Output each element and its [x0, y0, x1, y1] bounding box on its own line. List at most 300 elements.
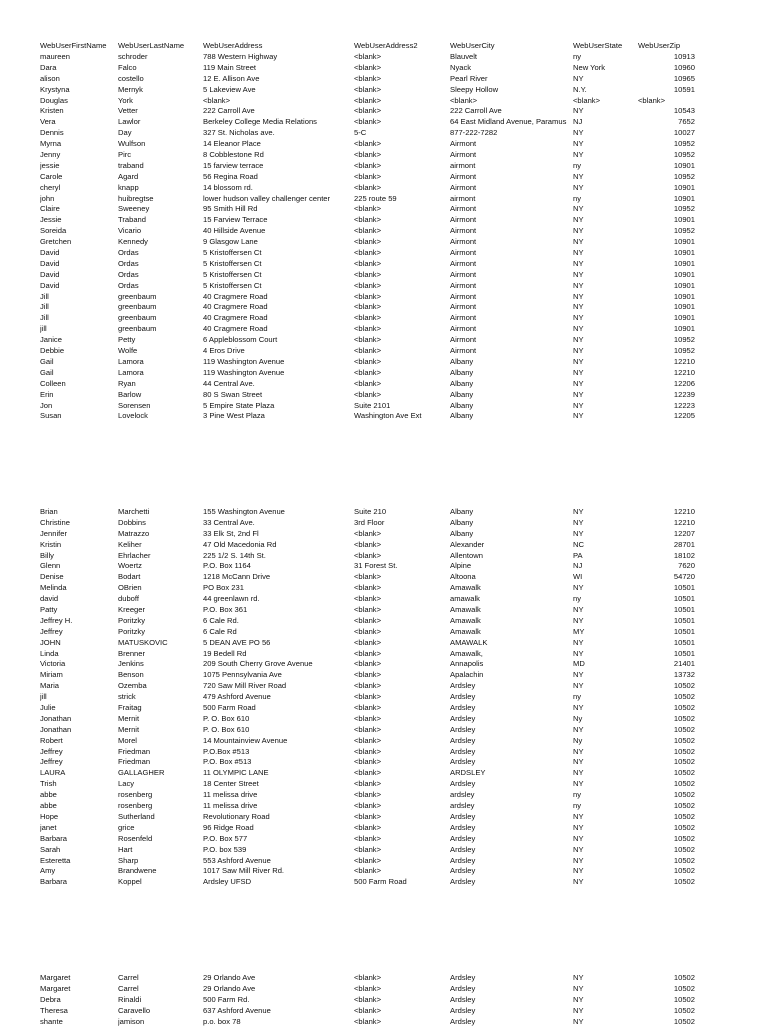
- table-row: [0, 150, 768, 161]
- zip-cell: 10502: [673, 994, 695, 1004]
- table-row: [0, 401, 768, 412]
- city-cell: AMAWALK: [450, 637, 488, 647]
- state-cell: NY: [573, 335, 584, 345]
- zip-cell: 10502: [673, 757, 695, 767]
- first-name-cell: cheryl: [40, 182, 61, 192]
- records-section-2: [0, 507, 768, 888]
- address2-cell: <blank>: [354, 62, 382, 72]
- table-row: [0, 292, 768, 303]
- first-name-cell: LAURA: [40, 768, 66, 778]
- zip-cell: 10960: [673, 62, 695, 72]
- last-name-cell: Woertz: [118, 561, 142, 571]
- last-name-cell: Sharp: [118, 855, 139, 865]
- address2-cell: 5-C: [354, 128, 367, 138]
- first-name-cell: Erin: [40, 389, 54, 399]
- last-name-cell: Wulfson: [118, 139, 146, 149]
- zip-cell: 10952: [673, 139, 695, 149]
- table-row: [0, 172, 768, 183]
- first-name-cell: Gretchen: [40, 237, 72, 247]
- last-name-cell: Ryan: [118, 378, 136, 388]
- address2-cell: <blank>: [354, 973, 382, 982]
- address-cell: 5 Empire State Plaza: [203, 400, 275, 410]
- state-cell: NY: [573, 302, 584, 312]
- first-name-cell: Linda: [40, 648, 59, 658]
- state-cell: ny: [573, 790, 582, 800]
- address-cell: 40 Cragmere Road: [203, 291, 268, 301]
- address2-cell: <blank>: [354, 1005, 382, 1015]
- last-name-cell: Petty: [118, 335, 136, 345]
- city-cell: Airmont: [450, 258, 477, 268]
- last-name-cell: Fraitag: [118, 703, 142, 713]
- address2-cell: <blank>: [354, 171, 382, 181]
- address2-cell: <blank>: [354, 52, 382, 61]
- zip-cell: 10501: [673, 605, 695, 615]
- zip-cell: 10501: [673, 648, 695, 658]
- city-cell: Ardsley: [450, 746, 476, 756]
- address2-cell: <blank>: [354, 844, 382, 854]
- last-name-cell: Barlow: [118, 389, 142, 399]
- city-cell: Airmont: [450, 182, 477, 192]
- state-cell: NY: [573, 400, 584, 410]
- zip-cell: 10502: [673, 801, 695, 811]
- address2-cell: <blank>: [354, 866, 382, 876]
- state-cell: NY: [573, 389, 584, 399]
- zip-cell: 10501: [673, 583, 695, 593]
- zip-cell: 54720: [673, 572, 695, 582]
- address2-cell: <blank>: [354, 801, 382, 811]
- last-name-cell: Friedman: [118, 757, 151, 767]
- zip-cell: 10502: [673, 724, 695, 734]
- zip-cell: 10502: [673, 983, 695, 993]
- city-cell: Amawalk: [450, 615, 481, 625]
- first-name-cell: Maria: [40, 681, 59, 691]
- address-cell: 40 Cragmere Road: [203, 302, 268, 312]
- state-cell: NY: [573, 215, 584, 225]
- state-cell: NY: [573, 681, 584, 691]
- state-cell: NY: [573, 670, 584, 680]
- zip-cell: 10501: [673, 626, 695, 636]
- state-cell: NY: [573, 983, 584, 993]
- first-name-cell: Jill: [40, 302, 49, 312]
- address-cell: 5 DEAN AVE PO 56: [203, 637, 271, 647]
- zip-cell: 10952: [673, 335, 695, 345]
- zip-cell: 10502: [673, 713, 695, 723]
- state-cell: NY: [573, 313, 584, 323]
- address-cell: PO Box 231: [203, 583, 244, 593]
- city-cell: Ardsley: [450, 1016, 476, 1026]
- header-block: [0, 41, 768, 52]
- table-row: [0, 714, 768, 725]
- first-name-cell: Susan: [40, 411, 62, 421]
- zip-cell: 10901: [673, 193, 695, 203]
- zip-cell: 10901: [673, 182, 695, 192]
- state-cell: NY: [573, 248, 584, 258]
- last-name-cell: greenbaum: [118, 302, 157, 312]
- table-row: [0, 117, 768, 128]
- first-name-cell: Soreida: [40, 226, 67, 236]
- address2-cell: <blank>: [354, 692, 382, 702]
- first-name-cell: janet: [40, 822, 57, 832]
- state-cell: ny: [573, 594, 582, 604]
- address2-cell: 500 Farm Road: [354, 877, 407, 887]
- table-row: [0, 507, 768, 518]
- city-cell: Albany: [450, 356, 474, 366]
- first-name-cell: Miriam: [40, 670, 63, 680]
- last-name-cell: schroder: [118, 52, 148, 61]
- first-name-cell: Glenn: [40, 561, 61, 571]
- first-name-cell: David: [40, 258, 60, 268]
- state-cell: NY: [573, 1016, 584, 1026]
- state-cell: ny: [573, 160, 582, 170]
- address2-cell: <blank>: [354, 73, 382, 83]
- first-name-cell: abbe: [40, 790, 57, 800]
- state-cell: New York: [573, 62, 606, 72]
- city-cell: Ardsley: [450, 822, 476, 832]
- address-cell: Berkeley College Media Relations: [203, 117, 317, 127]
- zip-cell: 13732: [673, 670, 695, 680]
- address-cell: 14 Mountainview Avenue: [203, 735, 288, 745]
- address2-cell: <blank>: [354, 833, 382, 843]
- table-row: [0, 856, 768, 867]
- first-name-cell: Margaret: [40, 983, 71, 993]
- address-cell: 47 Old Macedonia Rd: [203, 539, 277, 549]
- address-cell: 6 Appleblossom Court: [203, 335, 278, 345]
- address-cell: 5 Kristoffersen Ct: [203, 248, 262, 258]
- address-cell: P.O. Box 577: [203, 833, 248, 843]
- address2-cell: <blank>: [354, 648, 382, 658]
- state-cell: NY: [573, 583, 584, 593]
- state-cell: NY: [573, 811, 584, 821]
- table-row: [0, 877, 768, 888]
- city-cell: Ardsley: [450, 713, 476, 723]
- zip-cell: 12207: [673, 528, 695, 538]
- city-cell: Ardsley: [450, 877, 476, 887]
- last-name-cell: rosenberg: [118, 801, 153, 811]
- state-cell: NY: [573, 367, 584, 377]
- first-name-cell: Margaret: [40, 973, 71, 982]
- address-cell: 209 South Cherry Grove Avenue: [203, 659, 313, 669]
- state-cell: NY: [573, 356, 584, 366]
- state-cell: ny: [573, 801, 582, 811]
- zip-cell: 10502: [673, 973, 695, 982]
- last-name-cell: Rosenfeld: [118, 833, 153, 843]
- state-cell: NY: [573, 237, 584, 247]
- city-cell: <blank>: [450, 95, 478, 105]
- last-name-cell: Carrel: [118, 973, 139, 982]
- zip-cell: 10901: [673, 313, 695, 323]
- zip-cell: 10501: [673, 594, 695, 604]
- table-row: [0, 248, 768, 259]
- address2-cell: <blank>: [354, 389, 382, 399]
- address2-cell: <blank>: [354, 139, 382, 149]
- zip-cell: 12239: [673, 389, 695, 399]
- last-name-cell: Ordas: [118, 258, 139, 268]
- state-cell: NJ: [573, 117, 583, 127]
- first-name-cell: Brian: [40, 507, 58, 516]
- address2-cell: <blank>: [354, 594, 382, 604]
- address-cell: 29 Orlando Ave: [203, 983, 256, 993]
- first-name-cell: Amy: [40, 866, 56, 876]
- table-row: [0, 757, 768, 768]
- last-name-cell: Sutherland: [118, 811, 155, 821]
- address-cell: P.O. Box #513: [203, 757, 252, 767]
- table-row: [0, 194, 768, 205]
- table-row: [0, 638, 768, 649]
- first-name-cell: Kristin: [40, 539, 62, 549]
- address2-cell: <blank>: [354, 659, 382, 669]
- zip-cell: 10502: [673, 790, 695, 800]
- last-name-cell: OBrien: [118, 583, 142, 593]
- table-row: [0, 627, 768, 638]
- state-cell: NY: [573, 226, 584, 236]
- last-name-cell: Ordas: [118, 248, 139, 258]
- address-cell: 12 E. Allison Ave: [203, 73, 260, 83]
- address2-cell: <blank>: [354, 779, 382, 789]
- address-cell: 96 Ridge Road: [203, 822, 254, 832]
- address-cell: 155 Washington Avenue: [203, 507, 285, 516]
- city-cell: Airmont: [450, 280, 477, 290]
- zip-cell: 10502: [673, 779, 695, 789]
- address2-cell: <blank>: [354, 313, 382, 323]
- first-name-cell: jill: [40, 324, 47, 334]
- address-cell: 40 Hillside Avenue: [203, 226, 266, 236]
- last-name-cell: Rinaldi: [118, 994, 142, 1004]
- first-name-cell: Jenny: [40, 150, 61, 160]
- address2-cell: <blank>: [354, 356, 382, 366]
- state-cell: NY: [573, 605, 584, 615]
- address-cell: 14 blossom rd.: [203, 182, 253, 192]
- state-cell: NY: [573, 139, 584, 149]
- state-cell: PA: [573, 550, 583, 560]
- state-cell: NY: [573, 994, 584, 1004]
- city-cell: Airmont: [450, 150, 477, 160]
- last-name-cell: Lamora: [118, 356, 144, 366]
- first-name-cell: Billy: [40, 550, 54, 560]
- address-cell: 8 Cobblestone Rd: [203, 150, 264, 160]
- state-cell: NY: [573, 648, 584, 658]
- address2-cell: <blank>: [354, 724, 382, 734]
- state-cell: NY: [573, 703, 584, 713]
- address-cell: 1218 McCann Drive: [203, 572, 271, 582]
- last-name-cell: Dobbins: [118, 517, 146, 527]
- city-cell: Amawalk: [450, 626, 481, 636]
- address-cell: 1017 Saw Mill River Rd.: [203, 866, 285, 876]
- address-cell: Ardsley UFSD: [203, 877, 252, 887]
- last-name-cell: Hart: [118, 844, 133, 854]
- first-name-cell: Jessie: [40, 215, 62, 225]
- last-name-cell: strick: [118, 692, 136, 702]
- state-cell: NY: [573, 615, 584, 625]
- address2-cell: <blank>: [354, 583, 382, 593]
- state-cell: NY: [573, 346, 584, 356]
- zip-cell: 10502: [673, 703, 695, 713]
- last-name-cell: Ehrlacher: [118, 550, 151, 560]
- address2-cell: <blank>: [354, 335, 382, 345]
- last-name-cell: Jenkins: [118, 659, 144, 669]
- address2-cell: <blank>: [354, 237, 382, 247]
- state-cell: NY: [573, 378, 584, 388]
- address2-cell: <blank>: [354, 539, 382, 549]
- address2-cell: <blank>: [354, 269, 382, 279]
- address-cell: 11 OLYMPIC LANE: [203, 768, 269, 778]
- zip-cell: 10502: [673, 811, 695, 821]
- city-cell: Amawalk: [450, 583, 481, 593]
- zip-cell: 10901: [673, 302, 695, 312]
- table-row: [0, 736, 768, 747]
- last-name-cell: Sweeney: [118, 204, 150, 214]
- zip-cell: 10952: [673, 171, 695, 181]
- state-cell: NY: [573, 779, 584, 789]
- table-row: [0, 335, 768, 346]
- address2-cell: 3rd Floor: [354, 517, 385, 527]
- first-name-cell: David: [40, 248, 60, 258]
- last-name-cell: greenbaum: [118, 324, 157, 334]
- state-cell: NY: [573, 411, 584, 421]
- city-cell: Airmont: [450, 139, 477, 149]
- address-cell: 15 farview terrace: [203, 160, 264, 170]
- table-row: [0, 681, 768, 692]
- city-cell: ardsley: [450, 801, 475, 811]
- address-cell: 5 Kristoffersen Ct: [203, 280, 262, 290]
- city-cell: Nyack: [450, 62, 472, 72]
- zip-cell: 10501: [673, 637, 695, 647]
- zip-cell: 10901: [673, 258, 695, 268]
- first-name-cell: Theresa: [40, 1005, 68, 1015]
- city-cell: Albany: [450, 400, 474, 410]
- last-name-cell: Brandwene: [118, 866, 157, 876]
- city-cell: Alexander: [450, 539, 485, 549]
- first-name-cell: Krystyna: [40, 84, 70, 94]
- zip-cell: 12223: [673, 400, 695, 410]
- address-cell: 14 Eleanor Place: [203, 139, 261, 149]
- city-cell: Airmont: [450, 204, 477, 214]
- state-cell: N.Y.: [573, 84, 587, 94]
- state-cell: NY: [573, 528, 584, 538]
- table-row: [0, 540, 768, 551]
- first-name-cell: Jennifer: [40, 528, 68, 538]
- first-name-cell: maureen: [40, 52, 70, 61]
- table-row: [0, 96, 768, 107]
- table-row: [0, 605, 768, 616]
- last-name-cell: duboff: [118, 594, 139, 604]
- table-row: [0, 63, 768, 74]
- table-row: [0, 551, 768, 562]
- address-cell: P.O. Box 1164: [203, 561, 251, 571]
- state-cell: MD: [573, 659, 585, 669]
- city-cell: Albany: [450, 411, 474, 421]
- table-row: [0, 779, 768, 790]
- first-name-cell: Kristen: [40, 106, 64, 116]
- address2-cell: <blank>: [354, 983, 382, 993]
- state-cell: NY: [573, 1005, 584, 1015]
- zip-cell: 10543: [673, 106, 695, 116]
- zip-cell: 10502: [673, 692, 695, 702]
- address2-cell: <blank>: [354, 605, 382, 615]
- address2-cell: <blank>: [354, 681, 382, 691]
- address2-cell: <blank>: [354, 637, 382, 647]
- address2-cell: <blank>: [354, 226, 382, 236]
- table-row: [0, 346, 768, 357]
- first-name-cell: david: [40, 594, 59, 604]
- table-row: [0, 379, 768, 390]
- city-cell: Ardsley: [450, 833, 476, 843]
- table-row: [0, 845, 768, 856]
- address2-cell: <blank>: [354, 248, 382, 258]
- city-cell: 64 East Midland Avenue, Paramus: [450, 117, 567, 127]
- city-cell: Ardsley: [450, 973, 476, 982]
- address-cell: 553 Ashford Avenue: [203, 855, 271, 865]
- address-cell: 788 Western Highway: [203, 52, 278, 61]
- table-row: [0, 812, 768, 823]
- address-cell: 15 Farview Terrace: [203, 215, 268, 225]
- state-cell: ny: [573, 692, 582, 702]
- last-name-cell: Benson: [118, 670, 144, 680]
- table-row: [0, 616, 768, 627]
- city-cell: Airmont: [450, 291, 477, 301]
- address-cell: P.O. box 539: [203, 844, 247, 854]
- table-row: [0, 659, 768, 670]
- address-cell: 29 Orlando Ave: [203, 973, 256, 982]
- address-cell: 500 Farm Rd.: [203, 994, 250, 1004]
- city-cell: Ardsley: [450, 779, 476, 789]
- address2-cell: <blank>: [354, 106, 382, 116]
- first-name-cell: Trish: [40, 779, 57, 789]
- first-name-cell: Dennis: [40, 128, 64, 138]
- city-cell: Ardsley: [450, 703, 476, 713]
- first-name-cell: Jonathan: [40, 724, 72, 734]
- city-cell: Annapolis: [450, 659, 484, 669]
- address-cell: 95 Smith Hill Rd: [203, 204, 258, 214]
- zip-cell: 10901: [673, 215, 695, 225]
- city-cell: Altoona: [450, 572, 476, 582]
- address2-cell: <blank>: [354, 84, 382, 94]
- first-name-cell: Jonathan: [40, 713, 72, 723]
- state-cell: NY: [573, 258, 584, 268]
- address2-cell: <blank>: [354, 528, 382, 538]
- last-name-cell: Traband: [118, 215, 147, 225]
- zip-cell: 7620: [678, 561, 695, 571]
- address2-cell: <blank>: [354, 615, 382, 625]
- first-name-cell: Victoria: [40, 659, 66, 669]
- address-cell: 4 Eros Drive: [203, 346, 245, 356]
- zip-cell: 10502: [673, 833, 695, 843]
- last-name-cell: traband: [118, 160, 144, 170]
- address-cell: 500 Farm Road: [203, 703, 256, 713]
- city-cell: Ardsley: [450, 994, 476, 1004]
- state-cell: NY: [573, 106, 584, 116]
- address-cell: 44 greenlawn rd.: [203, 594, 260, 604]
- address-cell: 225 1/2 S. 14th St.: [203, 550, 266, 560]
- state-cell: NY: [573, 757, 584, 767]
- zip-cell: 10502: [673, 822, 695, 832]
- table-row: [0, 215, 768, 226]
- state-cell: NY: [573, 866, 584, 876]
- table-row: [0, 1006, 768, 1017]
- last-name-cell: Vetter: [118, 106, 138, 116]
- address2-cell: <blank>: [354, 670, 382, 680]
- table-row: [0, 226, 768, 237]
- address-cell: p.o. box 78: [203, 1016, 241, 1026]
- table-row: [0, 281, 768, 292]
- city-cell: ARDSLEY: [450, 768, 486, 778]
- last-name-cell: Bodart: [118, 572, 141, 582]
- address2-cell: <blank>: [354, 550, 382, 560]
- city-cell: Ardsley: [450, 866, 476, 876]
- address2-cell: <blank>: [354, 324, 382, 334]
- zip-cell: 18102: [673, 550, 695, 560]
- zip-cell: 12205: [673, 411, 695, 421]
- first-name-cell: Jeffrey H.: [40, 615, 73, 625]
